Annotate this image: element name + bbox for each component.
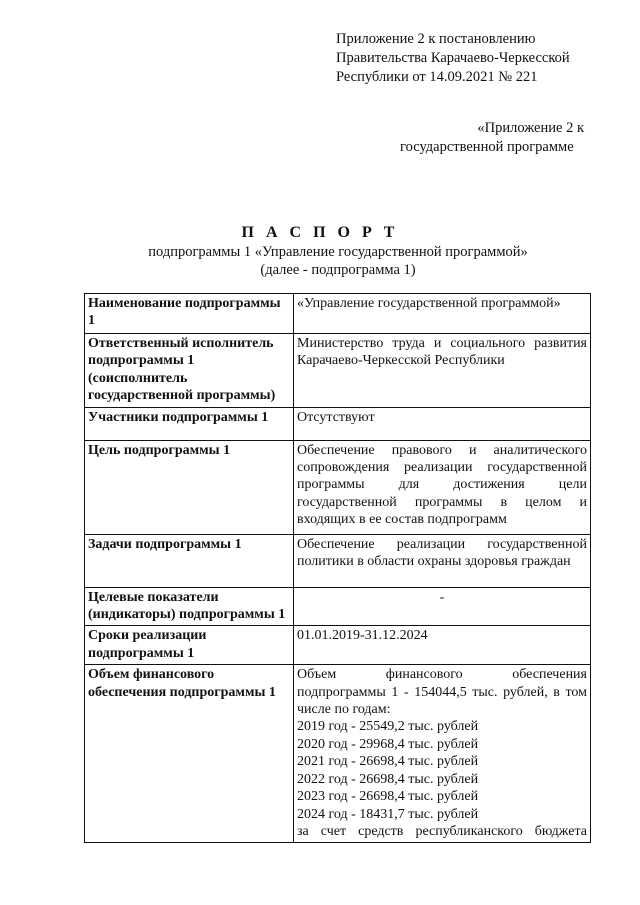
funding-year: 2021 год - 26698,4 тыс. рублей [297,754,479,770]
funding-cell [294,665,591,843]
document-title: П А С П О Р Т [241,224,399,241]
row-value: Отсутствуют [294,407,591,440]
row-value: - [294,587,591,626]
row-label: Объем финансового обеспечения подпрограммы 1 [85,665,294,843]
table-row [85,407,591,440]
row-label: Задачи подпрограммы 1 [85,534,294,587]
row-value: 01.01.2019-31.12.2024 [294,626,591,665]
row-label: Сроки реализации подпрограммы 1 [85,626,294,665]
funding-source: за счет средств республиканского бюджета [297,823,587,839]
funding-year: 2019 год - 25549,2 тыс. рублей [297,719,479,735]
subtitle-line: подпрограммы 1 «Управление государственной программой» [148,244,528,260]
table-row [85,440,591,534]
approval-stamp [336,30,570,87]
table-row [85,294,591,334]
table-row [85,534,591,587]
funding-year: 2023 год - 26698,4 тыс. рублей [297,789,479,805]
appendix-line: государственной программе [400,139,574,155]
table-row [85,334,591,408]
appendix-reference [400,119,584,157]
row-value: Обеспечение реализации государственной политики в области охраны здоровья граждан [294,534,591,587]
approval-line: Приложение 2 к постановлению [336,31,536,47]
appendix-line: «Приложение 2 к [477,120,584,136]
row-value: Обеспечение правового и аналитического сопровождения реализации государственной программы для достижения цели государственной программы в целом и входящих в ее состав подпрограмм [294,440,591,534]
table-row [85,626,591,665]
funding-year: 2024 год - 18431,7 тыс. рублей [297,806,479,822]
row-label: Наименование подпрограммы 1 [85,294,294,334]
row-value: «Управление государственной программой» [294,294,591,334]
funding-intro: Объем финансового обеспечения подпрограммы 1 - 154044,5 тыс. рублей, в том числе по годам: [297,667,587,718]
row-label: Участники подпрограммы 1 [85,407,294,440]
funding-year: 2020 год - 29968,4 тыс. рублей [297,736,479,752]
approval-line: Правительства Карачаево-Черкесской [336,50,570,66]
row-label: Целевые показатели (индикаторы) подпрограммы 1 [85,587,294,626]
subtitle-line: (далее - подпрограмма 1) [260,262,416,278]
document-subtitle [0,243,640,279]
table-row [85,587,591,626]
table-row [85,665,591,843]
row-value: Министерство труда и социального развития Карачаево-Черкесской Республики [294,334,591,408]
approval-line: Республики от 14.09.2021 № 221 [336,69,538,85]
funding-year: 2022 год - 26698,4 тыс. рублей [297,771,479,787]
row-label: Ответственный исполнитель подпрограммы 1 (соисполнитель государственной программы) [85,334,294,408]
passport-table [84,293,591,843]
row-label: Цель подпрограммы 1 [85,440,294,534]
